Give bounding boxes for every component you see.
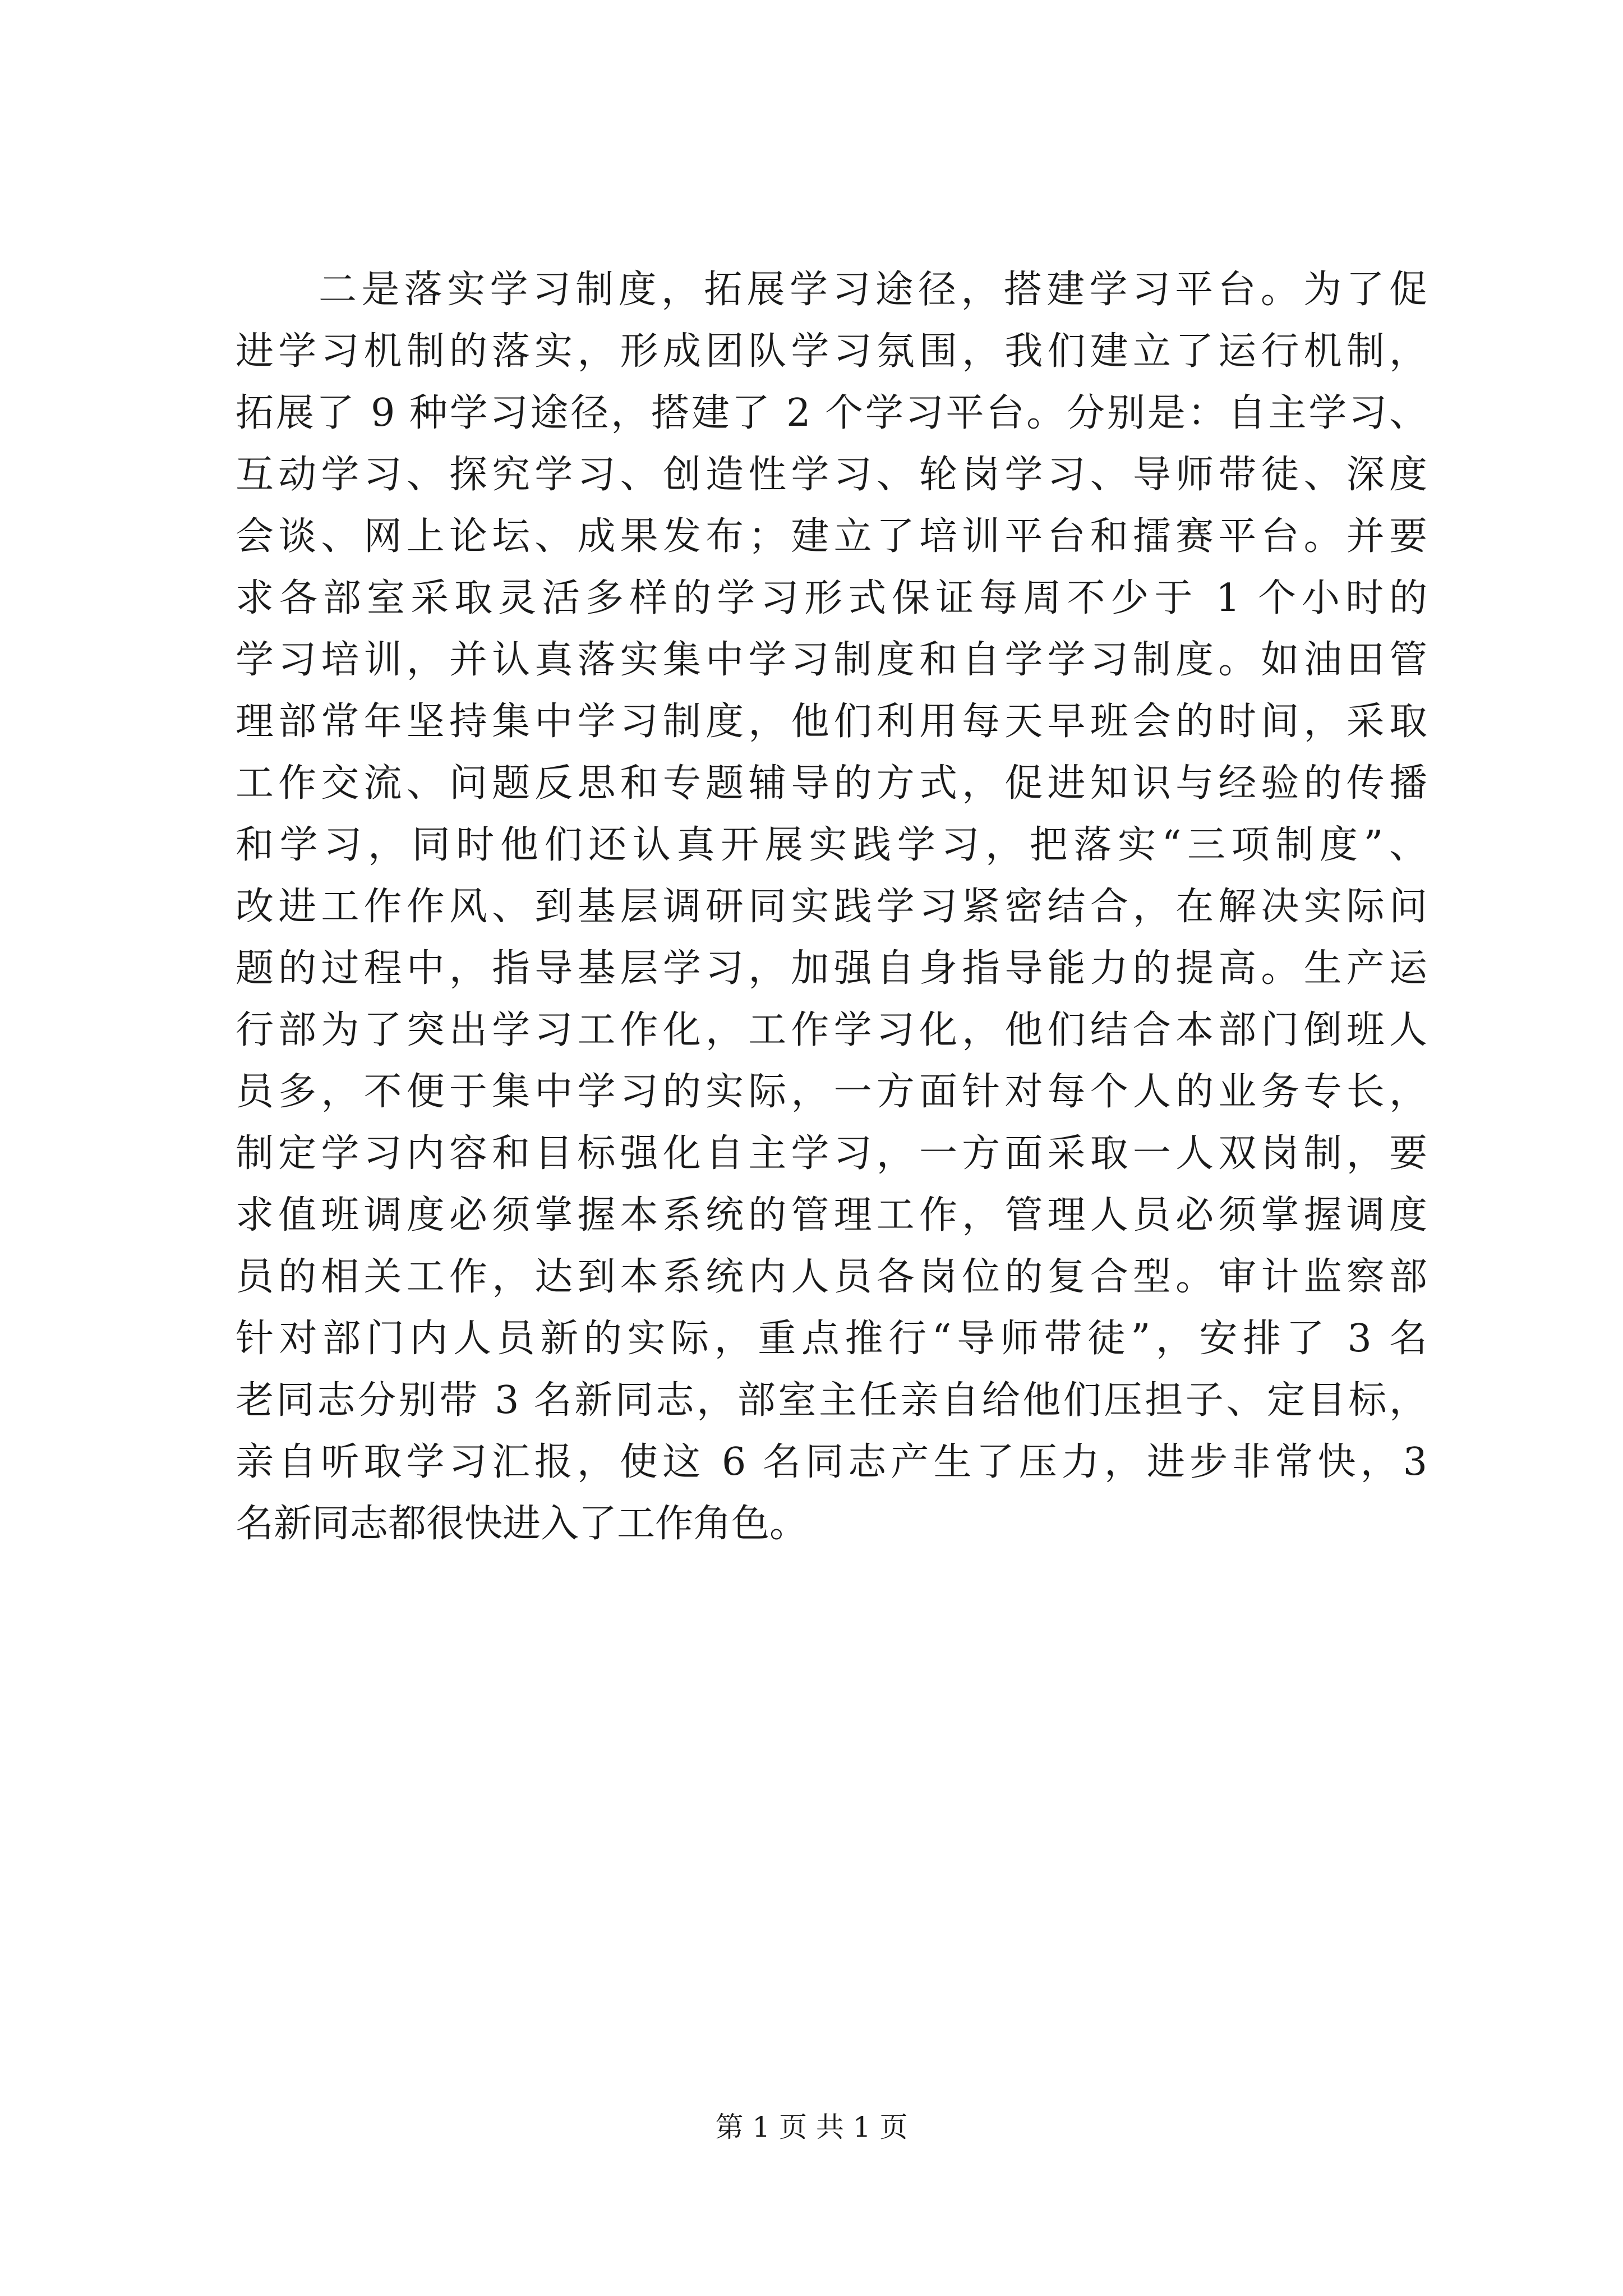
text-line: 员的相关工作，达到本系统内人员各岗位的复合型。审计监察部 — [236, 1255, 1427, 1299]
text-line: 亲自听取学习汇报，使这 6 名同志产生了压力，进步非常快，3 — [236, 1440, 1427, 1484]
text-line: 进学习机制的落实，形成团队学习氛围，我们建立了运行机制， — [236, 329, 1427, 374]
text-line: 求各部室采取灵活多样的学习形式保证每周不少于 1 个小时的 — [236, 576, 1427, 620]
text-line: 改进工作作风、到基层调研同实践学习紧密结合，在解决实际问 — [236, 885, 1427, 929]
text-line: 求值班调度必须掌握本系统的管理工作，管理人员必须掌握调度 — [236, 1193, 1427, 1237]
text-line: 制定学习内容和目标强化自主学习，一方面采取一人双岗制，要 — [236, 1131, 1427, 1176]
text-line: 题的过程中，指导基层学习，加强自身指导能力的提高。生产运 — [236, 946, 1427, 991]
text-line: 拓展了 9 种学习途径，搭建了 2 个学习平台。分别是：自主学习、 — [236, 391, 1427, 435]
page-footer: 第 1 页 共 1 页 — [715, 2111, 908, 2143]
text-line-last: 名新同志都很快进入了工作角色。 — [236, 1502, 808, 1546]
text-line: 工作交流、问题反思和专题辅导的方式，促进知识与经验的传播 — [236, 761, 1427, 806]
text-line: 学习培训，并认真落实集中学习制度和自学学习制度。如油田管 — [236, 638, 1427, 682]
text-line: 行部为了突出学习工作化，工作学习化，他们结合本部门倒班人 — [236, 1008, 1427, 1052]
text-line: 互动学习、探究学习、创造性学习、轮岗学习、导师带徒、深度 — [236, 453, 1427, 497]
text-line: 针对部门内人员新的实际，重点推行“导师带徒”，安排了 3 名 — [236, 1317, 1427, 1361]
text-line: 和学习，同时他们还认真开展实践学习，把落实“三项制度”、 — [236, 823, 1427, 867]
text-line: 老同志分别带 3 名新同志，部室主任亲自给他们压担子、定目标， — [236, 1378, 1427, 1423]
text-line: 二是落实学习制度，拓展学习途径，搭建学习平台。为了促 — [319, 268, 1427, 312]
body-paragraph — [236, 259, 1427, 1555]
text-line: 理部常年坚持集中学习制度，他们利用每天早班会的时间，采取 — [236, 700, 1427, 744]
text-line: 会谈、网上论坛、成果发布；建立了培训平台和擂赛平台。并要 — [236, 514, 1427, 559]
text-line: 员多，不便于集中学习的实际，一方面针对每个人的业务专长， — [236, 1070, 1427, 1114]
